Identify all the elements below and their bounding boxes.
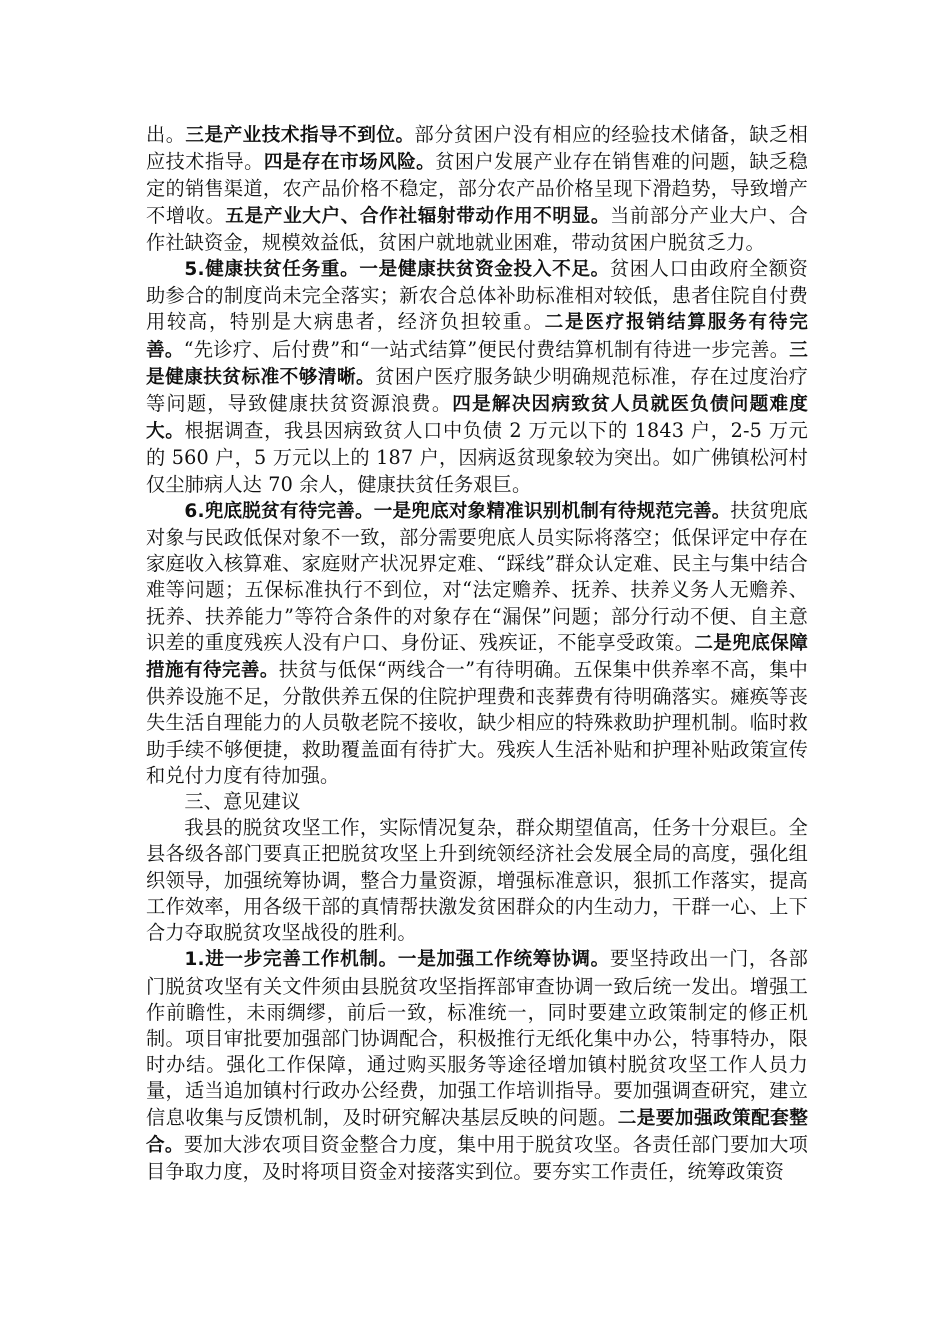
bold-heading-run: 一是健康扶贫资金投入不足。 bbox=[359, 259, 610, 281]
section-heading-suggestions bbox=[146, 789, 808, 815]
subsection-title: 5.健康扶贫任务重。 bbox=[184, 259, 360, 281]
text-run: 当前部分产业大户、合作社缺资金，规模效益低，贫困户就地就业困难，带动贫困户脱贫乏力。 bbox=[146, 203, 808, 254]
bold-heading-run: 一是加强工作统筹协调。 bbox=[397, 949, 610, 971]
subsection-title: 1.进一步完善工作机制。 bbox=[184, 949, 398, 971]
paragraph-health-poverty bbox=[146, 256, 808, 498]
text-run: 部分贫困户没有相应的经验技术储备，缺乏相应技术指导。 bbox=[146, 123, 808, 174]
paragraph-work-mechanism bbox=[146, 946, 808, 1185]
text-run: 扶贫与低保“两线合一”有待明确。五保集中供养率不高，集中供养设施不足，分散供养五保的住院护理费和丧葬费有待明确落实。瘫痪等丧失生活自理能力的人员敬老院不接收，缺少相应的特殊救助护理机制。临时救助手续不够便捷，救助覆盖面有待扩大。残疾人生活补贴和护理补贴政策宣传和兑付力度有待加强。 bbox=[146, 658, 808, 787]
bold-heading-run: 四是解决因病致贫人员就医负债问题难度大。 bbox=[146, 394, 809, 443]
document-page bbox=[146, 122, 808, 1185]
bold-heading-run: 二是兜底保障措施有待完善。 bbox=[146, 632, 808, 682]
section-title: 三、意见建议 bbox=[184, 790, 301, 814]
bold-heading-run: 二是要加强政策配套整合。 bbox=[146, 1107, 808, 1156]
bold-heading-run: 三是产业技术指导不到位。 bbox=[185, 125, 415, 146]
text-run: 贫困人口由政府全额资助参合的制度尚未完全落实；新农合总体补助标准相对较低，患者住院自付费用较高，特别是大病患者，经济负担较重。 bbox=[146, 257, 808, 334]
bold-heading-run: 三是健康扶贫标准不够清晰。 bbox=[146, 339, 808, 388]
text-run: 出。 bbox=[146, 123, 186, 146]
text-run: 扶贫兜底对象与民政低保对象不一致，部分需要兜底人员实际将落空；低保评定中存在家庭收入核算难、家庭财产状况界定难、“踩线”群众认定难、民主与集中结合难等问题；五保标准执行不到位，对“法定赡养、抚养、扶养义务人无赡养、抚养、扶养能力”等符合条件的对象存在“漏保”问题；部分行动不便、自主意识差的重度残疾人没有户口、身份证、残疾证，不能享受政策。 bbox=[146, 498, 808, 654]
paragraph-industry-continued bbox=[146, 122, 808, 256]
text-run: 我县的脱贫攻坚工作，实际情况复杂，群众期望值高，任务十分艰巨。全县各级各部门要真正把脱贫攻坚上升到统领经济社会发展全局的高度，强化组织领导，加强统筹协调，整合力量资源，增强标准意识，狠抓工作落实，提高工作效率，用各级干部的真情帮扶激发贫困群众的内生动力，干群一心、上下合力夺取脱贫攻坚战役的胜利。 bbox=[146, 816, 808, 945]
bold-heading-run: 四是存在市场风险。 bbox=[263, 152, 436, 174]
text-run: 贫困户医疗服务缺少明确规范标准，存在过度治疗等问题，导致健康扶贫资源浪费。 bbox=[146, 364, 808, 416]
bold-heading-run: 二是医疗报销结算服务有待完善。 bbox=[146, 312, 808, 361]
text-run: 根据调查，我县因病致贫人口中负债 2 万元以下的 1843 户，2-5 万元的 560 户，5 万元以上的 187 户，因病返贫现象较为突出。如广佛镇松河村仅尘肺病人达 70 余人，健康扶贫任务艰巨。 bbox=[146, 419, 808, 496]
subsection-title: 6.兜底脱贫有待完善。 bbox=[184, 500, 374, 522]
text-run: 要坚持政出一门，各部门脱贫攻坚有关文件须由县脱贫攻坚指挥部审查协调一致后统一发出。增强工作前瞻性，未雨绸缪，前后一致，标准统一，同时要建立政策制定的修正机制。项目审批要加强部门协调配合，积极推行无纸化集中办公，特事特办，限时办结。强化工作保障，通过购买服务等途径增加镇村脱贫攻坚工作人员力量，适当追加镇村行政办公经费，加强工作培训指导。要加强调查研究，建立信息收集与反馈机制，及时研究解决基层反映的问题。 bbox=[146, 947, 808, 1129]
bold-heading-run: 一是兜底对象精准识别机制有待规范完善。 bbox=[373, 500, 731, 522]
text-run: 要加大涉农项目资金整合力度，集中用于脱贫攻坚。各责任部门要加大项目争取力度，及时将项目资金对接落实到位。要夯实工作责任，统筹政策资 bbox=[146, 1132, 808, 1183]
text-run: “先诊疗、后付费”和“一站式结算”便民付费结算机制有待进一步完善。 bbox=[183, 337, 790, 361]
paragraph-safety-net bbox=[146, 498, 808, 789]
text-run: 贫困户发展产业存在销售难的问题，缺乏稳定的销售渠道，农产品价格不稳定，部分农产品价格呈现下滑趋势，导致增产不增收。 bbox=[146, 150, 808, 227]
bold-heading-run: 五是产业大户、合作社辐射带动作用不明显。 bbox=[225, 205, 611, 227]
paragraph-suggestion-intro bbox=[146, 815, 808, 946]
